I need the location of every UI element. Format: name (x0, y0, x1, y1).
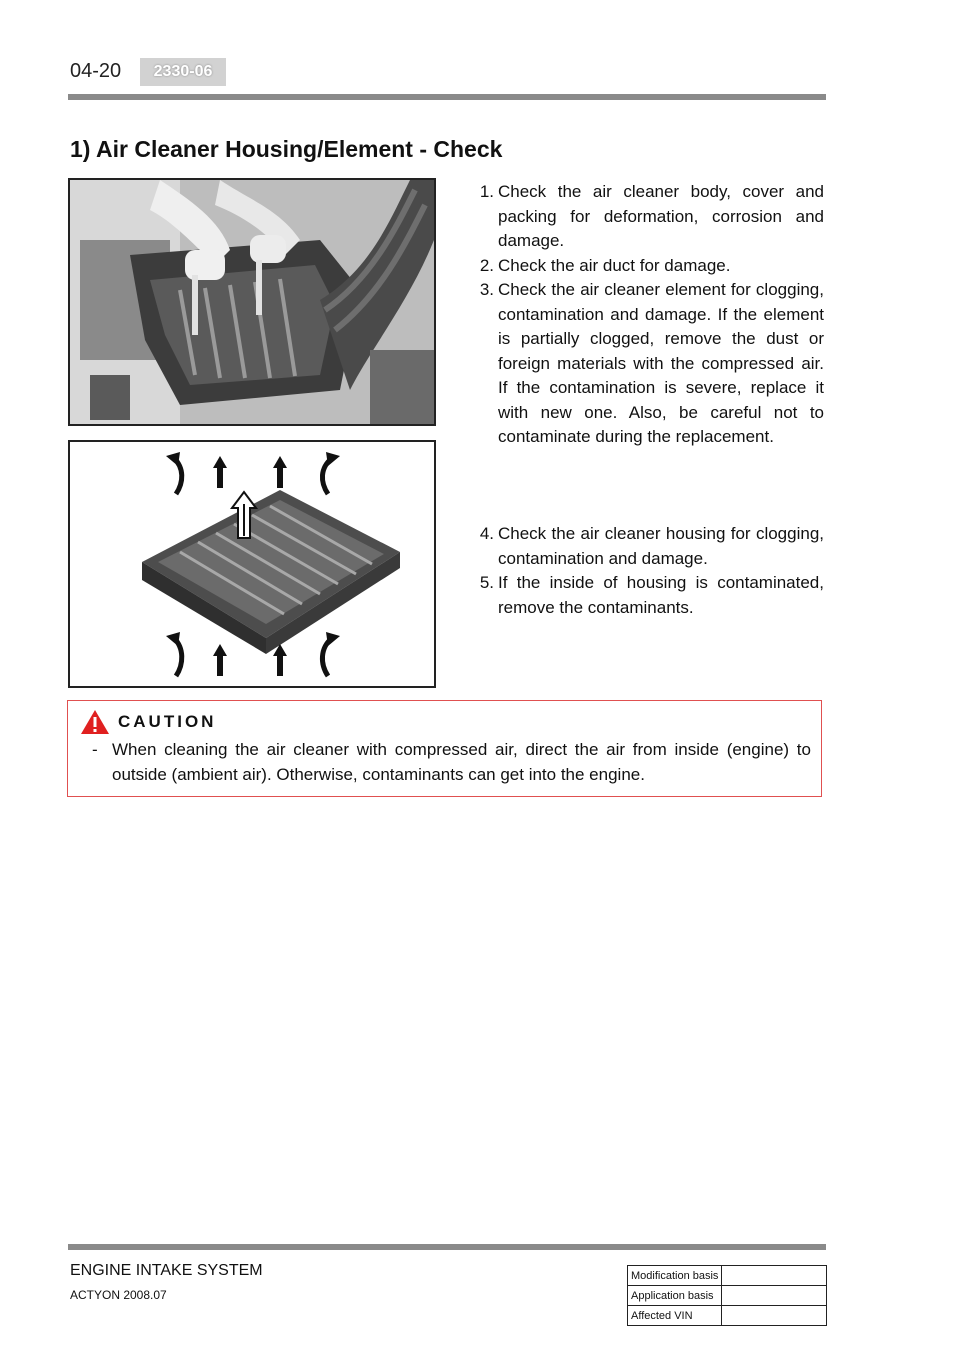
table-value (722, 1266, 827, 1286)
modification-table (627, 1265, 827, 1326)
caution-text: When cleaning the air cleaner with compressed air, direct the air from inside (engine) to outside (ambient air). Otherwise, contaminants can get into the engine. (112, 740, 811, 784)
step-number: 3. (479, 280, 494, 299)
table-value (722, 1306, 827, 1326)
caution-body (92, 737, 811, 787)
page-number: 04-20 (70, 60, 122, 82)
step-text: Check the air cleaner body, cover and packing for deformation, corrosion and damage. (498, 182, 824, 250)
check-steps-list-1 (470, 180, 824, 450)
step-text: Check the air cleaner housing for clogging, contamination and damage. (498, 524, 824, 568)
table-value (722, 1286, 827, 1306)
check-steps-list-2 (470, 522, 824, 620)
page-title: 1) Air Cleaner Housing/Element - Check (70, 136, 503, 162)
caution-title: CAUTION (118, 712, 217, 731)
list-item (470, 180, 824, 254)
table-row (628, 1286, 827, 1306)
step-number: 1. (479, 182, 494, 201)
step-text: If the inside of housing is contaminated, remove the contaminants. (498, 573, 824, 617)
table-label: Application basis (628, 1286, 722, 1306)
caution-box (67, 700, 822, 797)
step-number: 2. (479, 255, 494, 275)
list-item (470, 278, 824, 450)
step-text: Check the air cleaner element for clogging, contamination and damage. If the element is partially clogged, remove the dust or foreign materials with the compressed air. If the contamination is severe, replace it with new one. Also, be careful not to contaminate during the replacement. (498, 280, 824, 446)
step-number: 5. (479, 573, 494, 592)
table-label: Modification basis (628, 1266, 722, 1286)
air-cleaner-removal-photo (68, 178, 436, 426)
footer-section-name: ENGINE INTAKE SYSTEM (70, 1262, 263, 1279)
list-item (470, 522, 824, 571)
footer-model-date: ACTYON 2008.07 (70, 1288, 167, 1302)
caution-bullet: - (92, 740, 98, 759)
warning-triangle-icon (80, 709, 110, 735)
section-code-badge: 2330-06 (140, 58, 226, 86)
table-label: Affected VIN (628, 1306, 722, 1326)
table-row (628, 1266, 827, 1286)
caution-header (80, 709, 216, 735)
list-item (470, 571, 824, 620)
footer-rule (68, 1244, 826, 1250)
step-text: Check the air duct for damage. (498, 255, 731, 275)
air-cleaner-element-diagram (68, 440, 436, 688)
list-item (470, 254, 824, 279)
step-number: 4. (479, 524, 494, 543)
table-row (628, 1306, 827, 1326)
header-rule (68, 94, 826, 100)
